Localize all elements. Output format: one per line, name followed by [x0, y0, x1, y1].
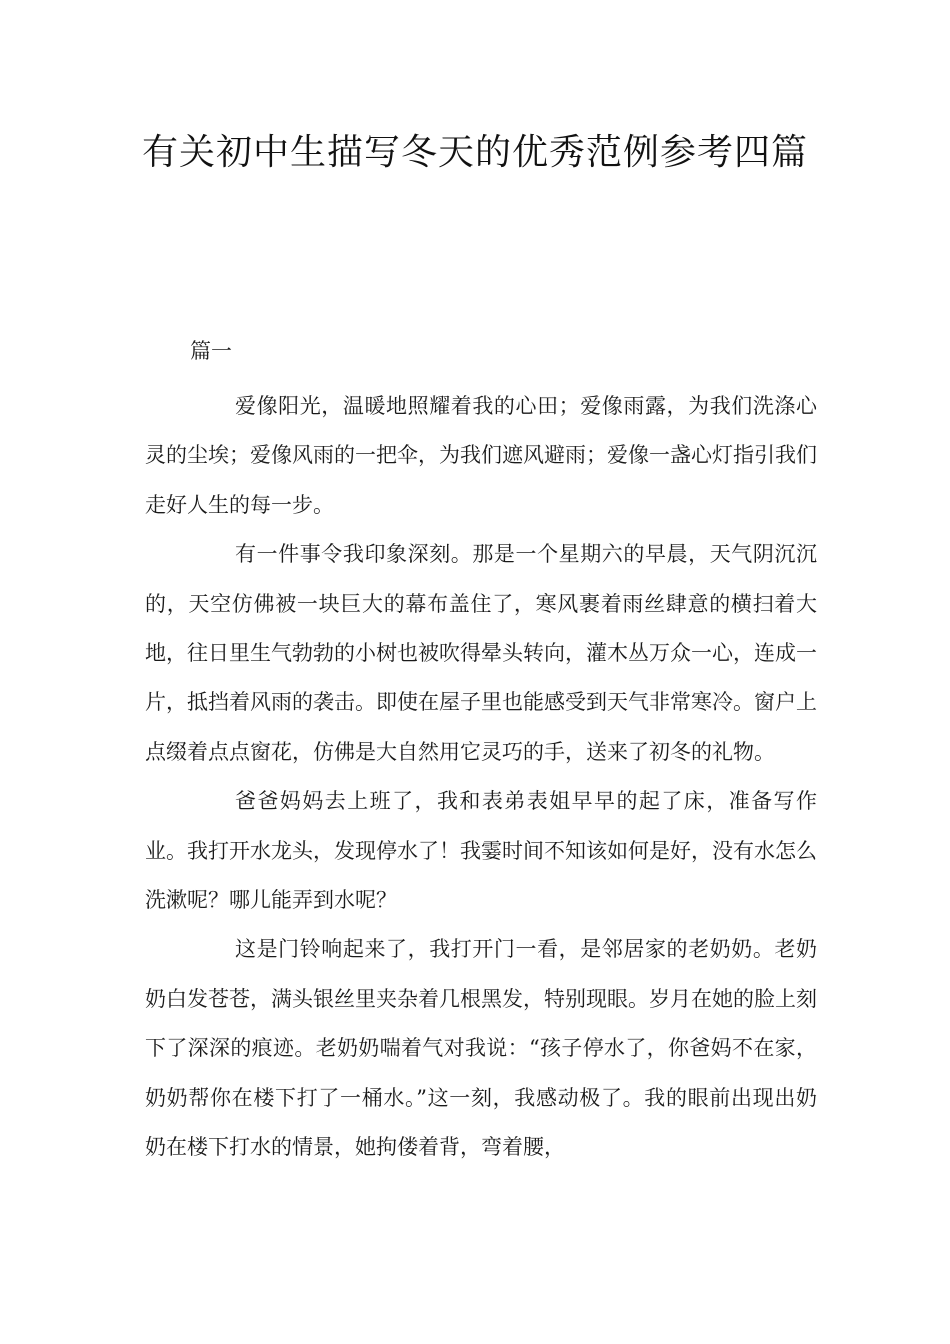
paragraph: 爸爸妈妈去上班了，我和表弟表姐早早的起了床，准备写作业。我打开水龙头，发现停水了！我霎时间不知该如何是好，没有水怎么洗漱呢？哪儿能弄到水呢？	[145, 789, 817, 913]
paragraph: 有一件事令我印象深刻。那是一个星期六的早晨，天气阴沉沉的，天空仿佛被一块巨大的幕布盖住了，寒风裹着雨丝肆意的横扫着大地，往日里生气勃勃的小树也被吹得晕头转向，灌木丛万众一心，连成一片，抵挡着风雨的袭击。即使在屋子里也能感受到天气非常寒冷。窗户上点缀着点点窗花，仿佛是大自然用它灵巧的手，送来了初冬的礼物。	[145, 542, 817, 764]
document-title: 有关初中生描写冬天的优秀范例参考四篇	[141, 132, 808, 173]
document-body	[145, 382, 817, 1173]
paragraph: 爱像阳光，温暖地照耀着我的心田；爱像雨露，为我们洗涤心灵的尘埃；爱像风雨的一把伞，为我们遮风避雨；爱像一盏心灯指引我们走好人生的每一步。	[145, 394, 817, 517]
paragraph: 这是门铃响起来了，我打开门一看，是邻居家的老奶奶。老奶奶白发苍苍，满头银丝里夹杂着几根黑发，特别现眼。岁月在她的脸上刻下了深深的痕迹。老奶奶喘着气对我说：“孩子停水了，你爸妈不在家，奶奶帮你在楼下打了一桶水。”这一刻，我感动极了。我的眼前出现出奶奶在楼下打水的情景，她拘偻着背，弯着腰，	[145, 937, 817, 1160]
section-label: 篇一	[190, 339, 232, 363]
